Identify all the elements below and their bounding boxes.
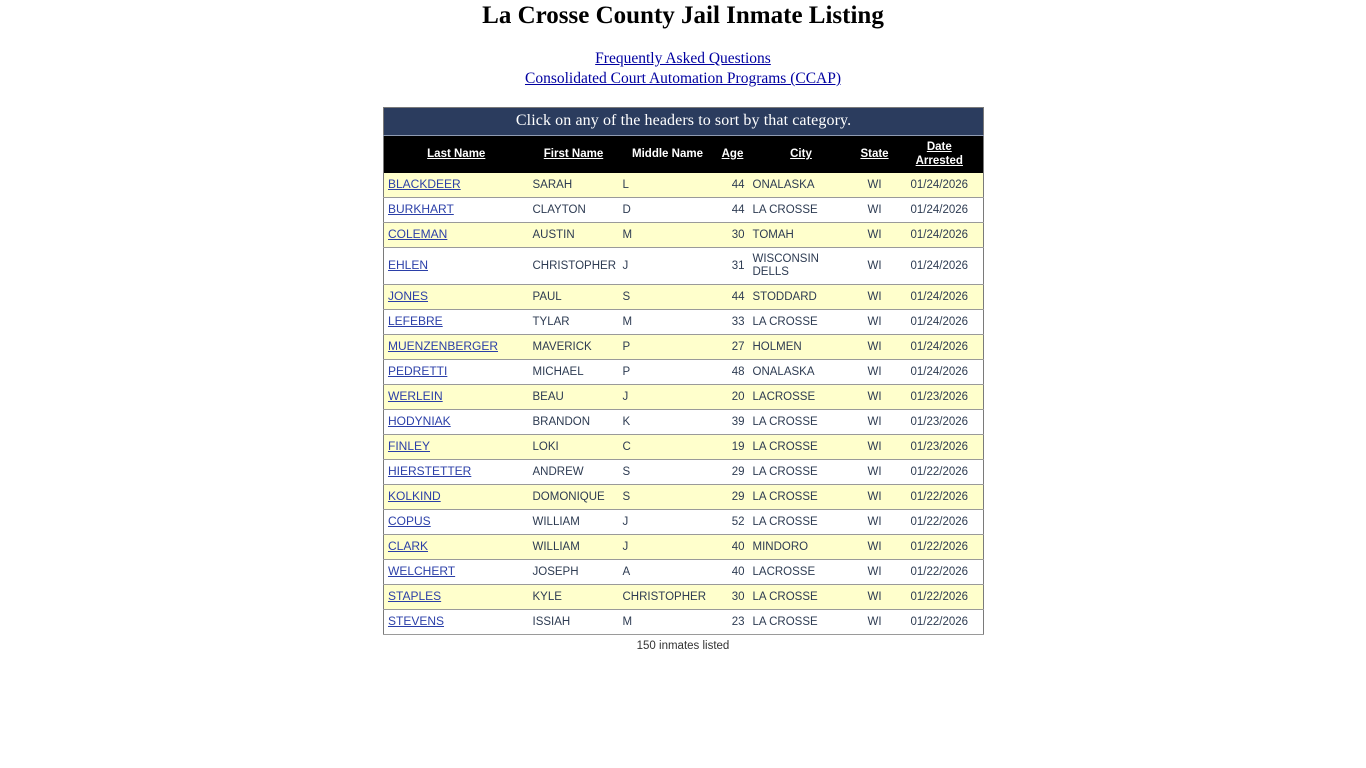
- cell-first-name: AUSTIN: [529, 223, 619, 248]
- inmate-detail-link[interactable]: KOLKIND: [388, 489, 441, 503]
- cell-date-arrested: 01/22/2026: [896, 485, 984, 510]
- column-header-middle-name: [619, 136, 717, 174]
- cell-age: 52: [717, 510, 749, 535]
- ccap-link-row: [0, 69, 1366, 89]
- cell-middle-name: J: [619, 510, 717, 535]
- cell-middle-name: S: [619, 485, 717, 510]
- column-header-first-name-label[interactable]: First Name: [543, 148, 604, 160]
- table-row: [384, 485, 984, 510]
- cell-city: LACROSSE: [749, 560, 854, 585]
- sort-instruction-banner-row: [384, 108, 984, 136]
- table-row: [384, 585, 984, 610]
- cell-state: WI: [854, 248, 896, 285]
- cell-date-arrested: 01/24/2026: [896, 310, 984, 335]
- cell-last-name[interactable]: [384, 610, 529, 635]
- inmate-detail-link[interactable]: FINLEY: [388, 439, 431, 453]
- cell-last-name[interactable]: [384, 460, 529, 485]
- cell-first-name: CHRISTOPHER: [529, 248, 619, 285]
- cell-date-arrested: 01/24/2026: [896, 198, 984, 223]
- cell-age: 40: [717, 535, 749, 560]
- inmate-detail-link[interactable]: BLACKDEER: [388, 177, 461, 191]
- cell-age: 23: [717, 610, 749, 635]
- cell-last-name[interactable]: [384, 560, 529, 585]
- cell-state: WI: [854, 285, 896, 310]
- cell-date-arrested: 01/23/2026: [896, 435, 984, 460]
- cell-last-name[interactable]: [384, 335, 529, 360]
- column-header-row: [384, 136, 984, 174]
- column-header-middle-name-label: Middle Name: [632, 148, 703, 160]
- cell-date-arrested: 01/23/2026: [896, 410, 984, 435]
- cell-age: 48: [717, 360, 749, 385]
- cell-state: WI: [854, 610, 896, 635]
- table-row: [384, 360, 984, 385]
- cell-state: WI: [854, 460, 896, 485]
- cell-city: LA CROSSE: [749, 510, 854, 535]
- table-row: [384, 460, 984, 485]
- faq-link-row: [0, 49, 1366, 69]
- cell-middle-name: C: [619, 435, 717, 460]
- inmate-table-wrapper: [383, 107, 983, 652]
- cell-middle-name: J: [619, 385, 717, 410]
- cell-state: WI: [854, 335, 896, 360]
- cell-age: 30: [717, 585, 749, 610]
- inmate-detail-link[interactable]: WELCHERT: [388, 564, 456, 578]
- cell-city: LA CROSSE: [749, 310, 854, 335]
- cell-first-name: MAVERICK: [529, 335, 619, 360]
- cell-state: WI: [854, 385, 896, 410]
- cell-city: LA CROSSE: [749, 585, 854, 610]
- cell-age: 44: [717, 173, 749, 198]
- column-header-date-arrested-line1[interactable]: Date: [926, 141, 952, 153]
- cell-city: MINDORO: [749, 535, 854, 560]
- cell-city: LA CROSSE: [749, 410, 854, 435]
- column-header-age-label[interactable]: Age: [721, 148, 744, 160]
- cell-state: WI: [854, 560, 896, 585]
- table-row: [384, 285, 984, 310]
- cell-age: 44: [717, 285, 749, 310]
- cell-middle-name: S: [619, 460, 717, 485]
- cell-last-name[interactable]: [384, 435, 529, 460]
- inmate-detail-link[interactable]: PEDRETTI: [388, 364, 448, 378]
- table-row: [384, 335, 984, 360]
- cell-middle-name: L: [619, 173, 717, 198]
- cell-last-name[interactable]: [384, 485, 529, 510]
- cell-city: ONALASKA: [749, 173, 854, 198]
- cell-last-name[interactable]: [384, 535, 529, 560]
- cell-city: WISCONSIN DELLS: [749, 248, 854, 285]
- cell-city: HOLMEN: [749, 335, 854, 360]
- cell-city: LA CROSSE: [749, 610, 854, 635]
- cell-age: 29: [717, 460, 749, 485]
- sort-instruction-banner: Click on any of the headers to sort by that category.: [384, 108, 984, 136]
- column-header-city[interactable]: [749, 136, 854, 174]
- inmate-detail-link[interactable]: CLARK: [388, 539, 429, 553]
- cell-age: 29: [717, 485, 749, 510]
- cell-last-name[interactable]: [384, 173, 529, 198]
- table-row: [384, 198, 984, 223]
- table-row: [384, 510, 984, 535]
- inmate-detail-link[interactable]: WERLEIN: [388, 389, 443, 403]
- inmate-detail-link[interactable]: MUENZENBERGER: [388, 339, 499, 353]
- inmate-detail-link[interactable]: STAPLES: [388, 589, 442, 603]
- cell-age: 27: [717, 335, 749, 360]
- cell-state: WI: [854, 173, 896, 198]
- cell-first-name: JOSEPH: [529, 560, 619, 585]
- cell-date-arrested: 01/22/2026: [896, 585, 984, 610]
- cell-age: 19: [717, 435, 749, 460]
- cell-date-arrested: 01/22/2026: [896, 460, 984, 485]
- page-title: La Crosse County Jail Inmate Listing: [482, 2, 884, 29]
- cell-state: WI: [854, 360, 896, 385]
- cell-first-name: WILLIAM: [529, 535, 619, 560]
- column-header-state-label[interactable]: State: [860, 148, 889, 160]
- cell-state: WI: [854, 310, 896, 335]
- cell-state: WI: [854, 223, 896, 248]
- inmate-listing-table: [383, 107, 984, 635]
- cell-last-name[interactable]: [384, 360, 529, 385]
- cell-first-name: TYLAR: [529, 310, 619, 335]
- faq-link[interactable]: Frequently Asked Questions: [595, 50, 771, 67]
- cell-date-arrested: 01/22/2026: [896, 610, 984, 635]
- table-row: [384, 435, 984, 460]
- cell-first-name: MICHAEL: [529, 360, 619, 385]
- table-head: [384, 108, 984, 174]
- cell-state: WI: [854, 535, 896, 560]
- cell-date-arrested: 01/24/2026: [896, 248, 984, 285]
- inmate-detail-link[interactable]: JONES: [388, 289, 429, 303]
- cell-last-name[interactable]: [384, 410, 529, 435]
- cell-date-arrested: 01/22/2026: [896, 535, 984, 560]
- table-row: [384, 610, 984, 635]
- table-row: [384, 223, 984, 248]
- cell-first-name: ISSIAH: [529, 610, 619, 635]
- cell-middle-name: P: [619, 335, 717, 360]
- cell-city: LACROSSE: [749, 385, 854, 410]
- cell-date-arrested: 01/23/2026: [896, 385, 984, 410]
- column-header-first-name[interactable]: [529, 136, 619, 174]
- cell-city: LA CROSSE: [749, 485, 854, 510]
- ccap-link[interactable]: Consolidated Court Automation Programs (CCAP): [524, 70, 842, 87]
- cell-last-name[interactable]: [384, 223, 529, 248]
- cell-middle-name: A: [619, 560, 717, 585]
- inmate-detail-link[interactable]: EHLEN: [388, 258, 429, 272]
- cell-first-name: WILLIAM: [529, 510, 619, 535]
- top-links: [0, 49, 1366, 89]
- cell-first-name: KYLE: [529, 585, 619, 610]
- cell-age: 40: [717, 560, 749, 585]
- cell-age: 31: [717, 248, 749, 285]
- cell-last-name[interactable]: [384, 248, 529, 285]
- cell-middle-name: M: [619, 223, 717, 248]
- cell-first-name: ANDREW: [529, 460, 619, 485]
- cell-state: WI: [854, 435, 896, 460]
- cell-middle-name: K: [619, 410, 717, 435]
- inmate-detail-link[interactable]: LEFEBRE: [388, 314, 443, 328]
- cell-middle-name: S: [619, 285, 717, 310]
- column-header-age[interactable]: [717, 136, 749, 174]
- cell-last-name[interactable]: [384, 385, 529, 410]
- inmate-detail-link[interactable]: COLEMAN: [388, 227, 448, 241]
- cell-first-name: PAUL: [529, 285, 619, 310]
- cell-city: LA CROSSE: [749, 460, 854, 485]
- cell-date-arrested: 01/24/2026: [896, 173, 984, 198]
- column-header-state[interactable]: [854, 136, 896, 174]
- table-row: [384, 535, 984, 560]
- cell-date-arrested: 01/24/2026: [896, 223, 984, 248]
- cell-date-arrested: 01/24/2026: [896, 360, 984, 385]
- cell-last-name[interactable]: [384, 510, 529, 535]
- cell-age: 44: [717, 198, 749, 223]
- cell-city: STODDARD: [749, 285, 854, 310]
- cell-middle-name: M: [619, 310, 717, 335]
- cell-date-arrested: 01/24/2026: [896, 285, 984, 310]
- cell-middle-name: P: [619, 360, 717, 385]
- column-header-date-arrested-line2[interactable]: Arrested: [915, 155, 963, 167]
- cell-last-name[interactable]: [384, 310, 529, 335]
- table-row: [384, 173, 984, 198]
- cell-city: LA CROSSE: [749, 435, 854, 460]
- cell-city: TOMAH: [749, 223, 854, 248]
- table-row: [384, 410, 984, 435]
- inmate-detail-link[interactable]: BURKHART: [388, 202, 454, 216]
- table-body: [384, 173, 984, 635]
- cell-date-arrested: 01/22/2026: [896, 510, 984, 535]
- cell-state: WI: [854, 410, 896, 435]
- column-header-city-label[interactable]: City: [790, 148, 812, 160]
- inmate-detail-link[interactable]: COPUS: [388, 514, 431, 528]
- cell-city: ONALASKA: [749, 360, 854, 385]
- cell-state: WI: [854, 585, 896, 610]
- cell-first-name: LOKI: [529, 435, 619, 460]
- table-row: [384, 248, 984, 285]
- cell-middle-name: M: [619, 610, 717, 635]
- cell-date-arrested: 01/24/2026: [896, 335, 984, 360]
- cell-first-name: BEAU: [529, 385, 619, 410]
- cell-last-name[interactable]: [384, 198, 529, 223]
- cell-first-name: SARAH: [529, 173, 619, 198]
- cell-last-name[interactable]: [384, 585, 529, 610]
- inmate-detail-link[interactable]: HODYNIAK: [388, 414, 451, 428]
- cell-middle-name: J: [619, 535, 717, 560]
- column-header-date-arrested[interactable]: [896, 136, 984, 174]
- cell-age: 20: [717, 385, 749, 410]
- inmate-detail-link[interactable]: STEVENS: [388, 614, 445, 628]
- cell-first-name: DOMONIQUE: [529, 485, 619, 510]
- cell-first-name: BRANDON: [529, 410, 619, 435]
- cell-date-arrested: 01/22/2026: [896, 560, 984, 585]
- cell-middle-name: J: [619, 248, 717, 285]
- cell-middle-name: CHRISTOPHER: [619, 585, 717, 610]
- cell-state: WI: [854, 198, 896, 223]
- table-row: [384, 560, 984, 585]
- cell-city: LA CROSSE: [749, 198, 854, 223]
- cell-last-name[interactable]: [384, 285, 529, 310]
- table-row: [384, 310, 984, 335]
- column-header-last-name-label[interactable]: Last Name: [427, 148, 486, 160]
- cell-age: 30: [717, 223, 749, 248]
- cell-state: WI: [854, 510, 896, 535]
- inmate-count-footer: 150 inmates listed: [636, 640, 730, 652]
- inmate-detail-link[interactable]: HIERSTETTER: [388, 464, 472, 478]
- cell-first-name: CLAYTON: [529, 198, 619, 223]
- table-row: [384, 385, 984, 410]
- cell-age: 33: [717, 310, 749, 335]
- column-header-last-name[interactable]: [384, 136, 529, 174]
- cell-state: WI: [854, 485, 896, 510]
- cell-age: 39: [717, 410, 749, 435]
- cell-middle-name: D: [619, 198, 717, 223]
